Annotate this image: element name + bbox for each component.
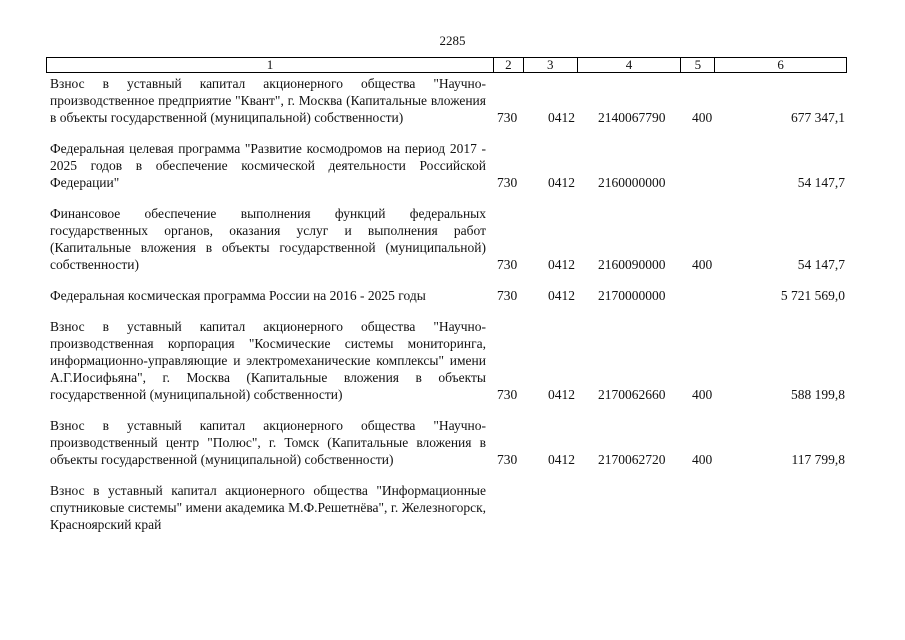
header-col-1: 1 <box>47 58 494 72</box>
row-rz-pr: 0412 <box>548 452 575 467</box>
table-row <box>50 482 847 533</box>
header-col-2: 2 <box>494 58 524 72</box>
table-header-row <box>46 57 847 73</box>
row-values <box>50 109 847 126</box>
row-description: Взнос в уставный капитал акционерного общества "Научно-производственный центр "Полюс", г. Томск (Капитальные вложения в объекты государственной (муниципальной) собственности) <box>50 418 486 467</box>
row-sum: 677 347,1 <box>791 110 845 125</box>
row-csr: 2170000000 <box>598 288 666 303</box>
row-description: Федеральная космическая программа России на 2016 - 2025 годы <box>50 288 426 303</box>
row-glava: 730 <box>497 452 518 467</box>
row-values <box>50 386 847 403</box>
table-row <box>50 75 847 126</box>
row-rz-pr: 0412 <box>548 387 575 402</box>
header-col-4: 4 <box>578 58 682 72</box>
row-vr: 400 <box>692 387 713 402</box>
page-number: 2285 <box>439 33 466 48</box>
row-vr: 400 <box>692 257 713 272</box>
row-glava: 730 <box>497 110 518 125</box>
row-sum: 54 147,7 <box>797 257 845 272</box>
table-row <box>50 417 847 468</box>
row-glava: 730 <box>497 288 518 303</box>
row-vr: 400 <box>692 452 713 467</box>
table-row <box>50 205 847 273</box>
row-csr: 2160090000 <box>598 257 666 272</box>
row-csr: 2140067790 <box>598 110 666 125</box>
row-vr: 400 <box>692 110 713 125</box>
row-sum: 54 147,7 <box>797 175 845 190</box>
row-csr: 2160000000 <box>598 175 666 190</box>
row-glava: 730 <box>497 175 518 190</box>
row-csr: 2170062720 <box>598 452 666 467</box>
row-values <box>50 287 847 304</box>
header-col-5: 5 <box>681 58 715 72</box>
table-row <box>50 287 847 304</box>
header-col-6: 6 <box>777 57 784 72</box>
row-description: Взнос в уставный капитал акционерного общества "Информационные спутниковые системы" имени академика М.Ф.Решетнёва", г. Железногорск, Красноярский край <box>50 483 486 532</box>
row-csr: 2170062660 <box>598 387 666 402</box>
row-description: Взнос в уставный капитал акционерного общества "Научно-производственная корпорация "Космические системы мониторинга, информационно-управляющие и электромеханические комплексы" имени А.Г.Иосифьяна", г. Москва (Капитальные вложения в объекты государственной (муниципальной) собственности) <box>50 319 486 402</box>
row-values <box>50 451 847 468</box>
row-description: Федеральная целевая программа "Развитие космодромов на период 2017 - 2025 годов в обеспечение космической деятельности Российской Федерации" <box>50 141 486 190</box>
row-rz-pr: 0412 <box>548 110 575 125</box>
header-col-3: 3 <box>524 58 578 72</box>
table-row <box>50 140 847 191</box>
row-sum: 117 799,8 <box>791 452 845 467</box>
row-sum: 5 721 569,0 <box>780 288 845 303</box>
row-sum: 588 199,8 <box>791 387 845 402</box>
row-rz-pr: 0412 <box>548 175 575 190</box>
row-values <box>50 256 847 273</box>
row-description: Финансовое обеспечение выполнения функций федеральных государственных органов, оказания услуг и выполнения работ (Капитальные вложения в объекты государственной (муниципальной) собственности) <box>50 206 486 272</box>
row-rz-pr: 0412 <box>548 288 575 303</box>
row-glava: 730 <box>497 257 518 272</box>
row-description: Взнос в уставный капитал акционерного общества "Научно-производственное предприятие "Квант", г. Москва (Капитальные вложения в объекты государственной (муниципальной) собственности) <box>50 76 486 125</box>
table-body <box>50 75 847 547</box>
row-rz-pr: 0412 <box>548 257 575 272</box>
row-values <box>50 174 847 191</box>
table-row <box>50 318 847 403</box>
row-glava: 730 <box>497 387 518 402</box>
